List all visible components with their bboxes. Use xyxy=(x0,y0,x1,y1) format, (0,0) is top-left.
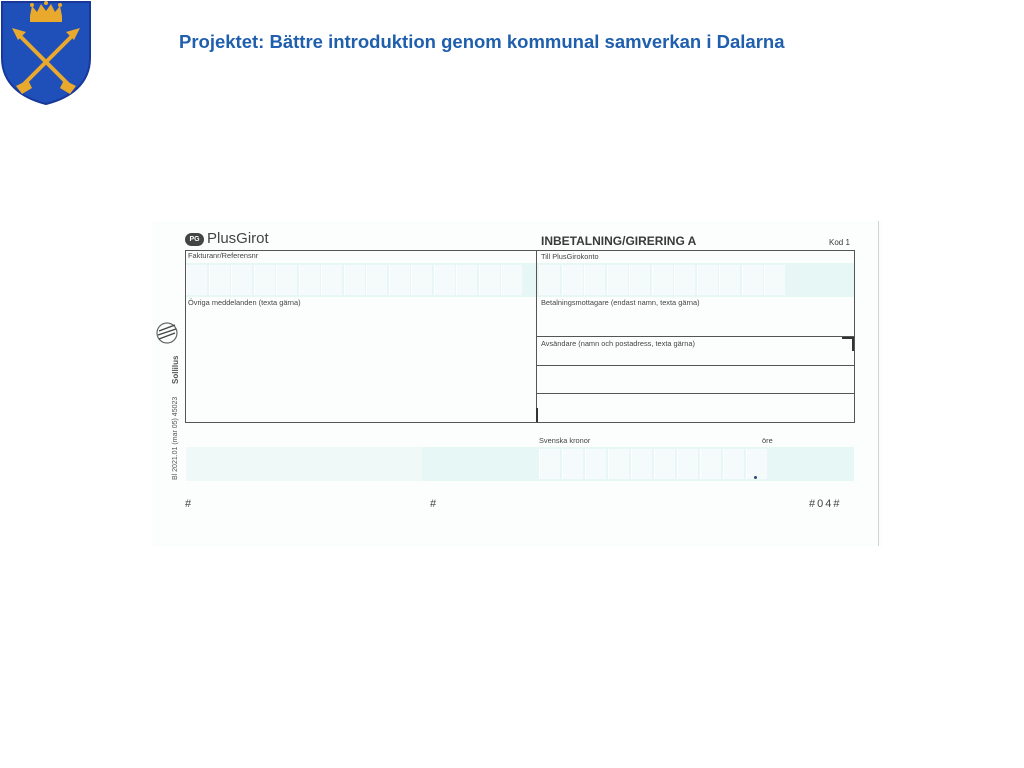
from-account-field xyxy=(186,447,422,481)
sender-line-1 xyxy=(536,365,854,366)
sender-corner-mark-top xyxy=(842,337,854,339)
to-account-label: Till PlusGirokonto xyxy=(541,252,599,261)
digit-cell xyxy=(344,265,365,295)
decimal-dot-icon xyxy=(754,476,757,479)
digit-cell xyxy=(276,265,297,295)
sender-corner-mark xyxy=(852,337,854,351)
digit-cell xyxy=(677,449,698,479)
digit-cell xyxy=(562,449,583,479)
form-code: Kod 1 xyxy=(829,238,850,247)
digit-cell xyxy=(608,449,629,479)
digit-cell xyxy=(654,449,675,479)
printer-swan-logo-icon xyxy=(155,321,179,345)
dalarna-coat-of-arms-logo xyxy=(0,0,92,106)
payee-label: Betalningsmottagare (endast namn, texta gärna) xyxy=(541,298,700,307)
digit-cell xyxy=(539,449,560,479)
ocr-code-right: #04# xyxy=(809,498,842,510)
form-number: Bl 2021.01 (mar 05) 45023 xyxy=(172,396,179,480)
digit-cell xyxy=(607,265,628,295)
digit-cell xyxy=(746,449,767,479)
reference-label: Fakturanr/Referensnr xyxy=(188,251,259,260)
digit-cell xyxy=(209,265,230,295)
digit-cell xyxy=(434,265,455,295)
payee-bottom-line xyxy=(536,336,854,337)
digit-cell xyxy=(742,265,763,295)
kronor-label: Svenska kronor xyxy=(539,436,591,445)
digit-cell xyxy=(764,265,785,295)
digit-cell xyxy=(254,265,275,295)
digit-cell xyxy=(652,265,673,295)
printer-name: Sollilus xyxy=(171,355,180,384)
digit-cell xyxy=(562,265,583,295)
digit-cell xyxy=(366,265,387,295)
bottom-corner-mark xyxy=(536,408,538,422)
digit-cell xyxy=(539,265,560,295)
digit-cell xyxy=(723,449,744,479)
ocr-hash-middle: # xyxy=(430,498,437,510)
digit-cell xyxy=(501,265,522,295)
digit-cell xyxy=(585,449,606,479)
digit-cell xyxy=(697,265,718,295)
sender-label: Avsändare (namn och postadress, texta gärna) xyxy=(541,339,695,348)
ore-label: öre xyxy=(762,436,773,445)
digit-cell xyxy=(321,265,342,295)
digit-cell xyxy=(674,265,695,295)
digit-cell xyxy=(411,265,432,295)
digit-cell xyxy=(584,265,605,295)
digit-cell xyxy=(700,449,721,479)
digit-cell xyxy=(629,265,650,295)
frame-right-line xyxy=(854,250,855,423)
digit-cell xyxy=(186,265,207,295)
form-title: INBETALNING/GIRERING A xyxy=(541,234,697,248)
plusgirot-brand: PlusGirot xyxy=(207,230,269,247)
messages-label: Övriga meddelanden (texta gärna) xyxy=(188,298,301,307)
frame-bottom-line xyxy=(185,422,855,423)
sender-line-2 xyxy=(536,393,854,394)
frame-top-line xyxy=(185,250,855,251)
digit-cell xyxy=(389,265,410,295)
digit-cell xyxy=(479,265,500,295)
digit-cell xyxy=(456,265,477,295)
digit-cell xyxy=(299,265,320,295)
plusgirot-badge-icon: PG xyxy=(185,233,204,246)
ocr-hash-left: # xyxy=(185,498,192,510)
digit-cell xyxy=(719,265,740,295)
slide-title: Projektet: Bättre introduktion genom kommunal samverkan i Dalarna xyxy=(179,31,785,52)
digit-cell xyxy=(231,265,252,295)
digit-cell xyxy=(631,449,652,479)
form-right-edge xyxy=(878,221,879,546)
